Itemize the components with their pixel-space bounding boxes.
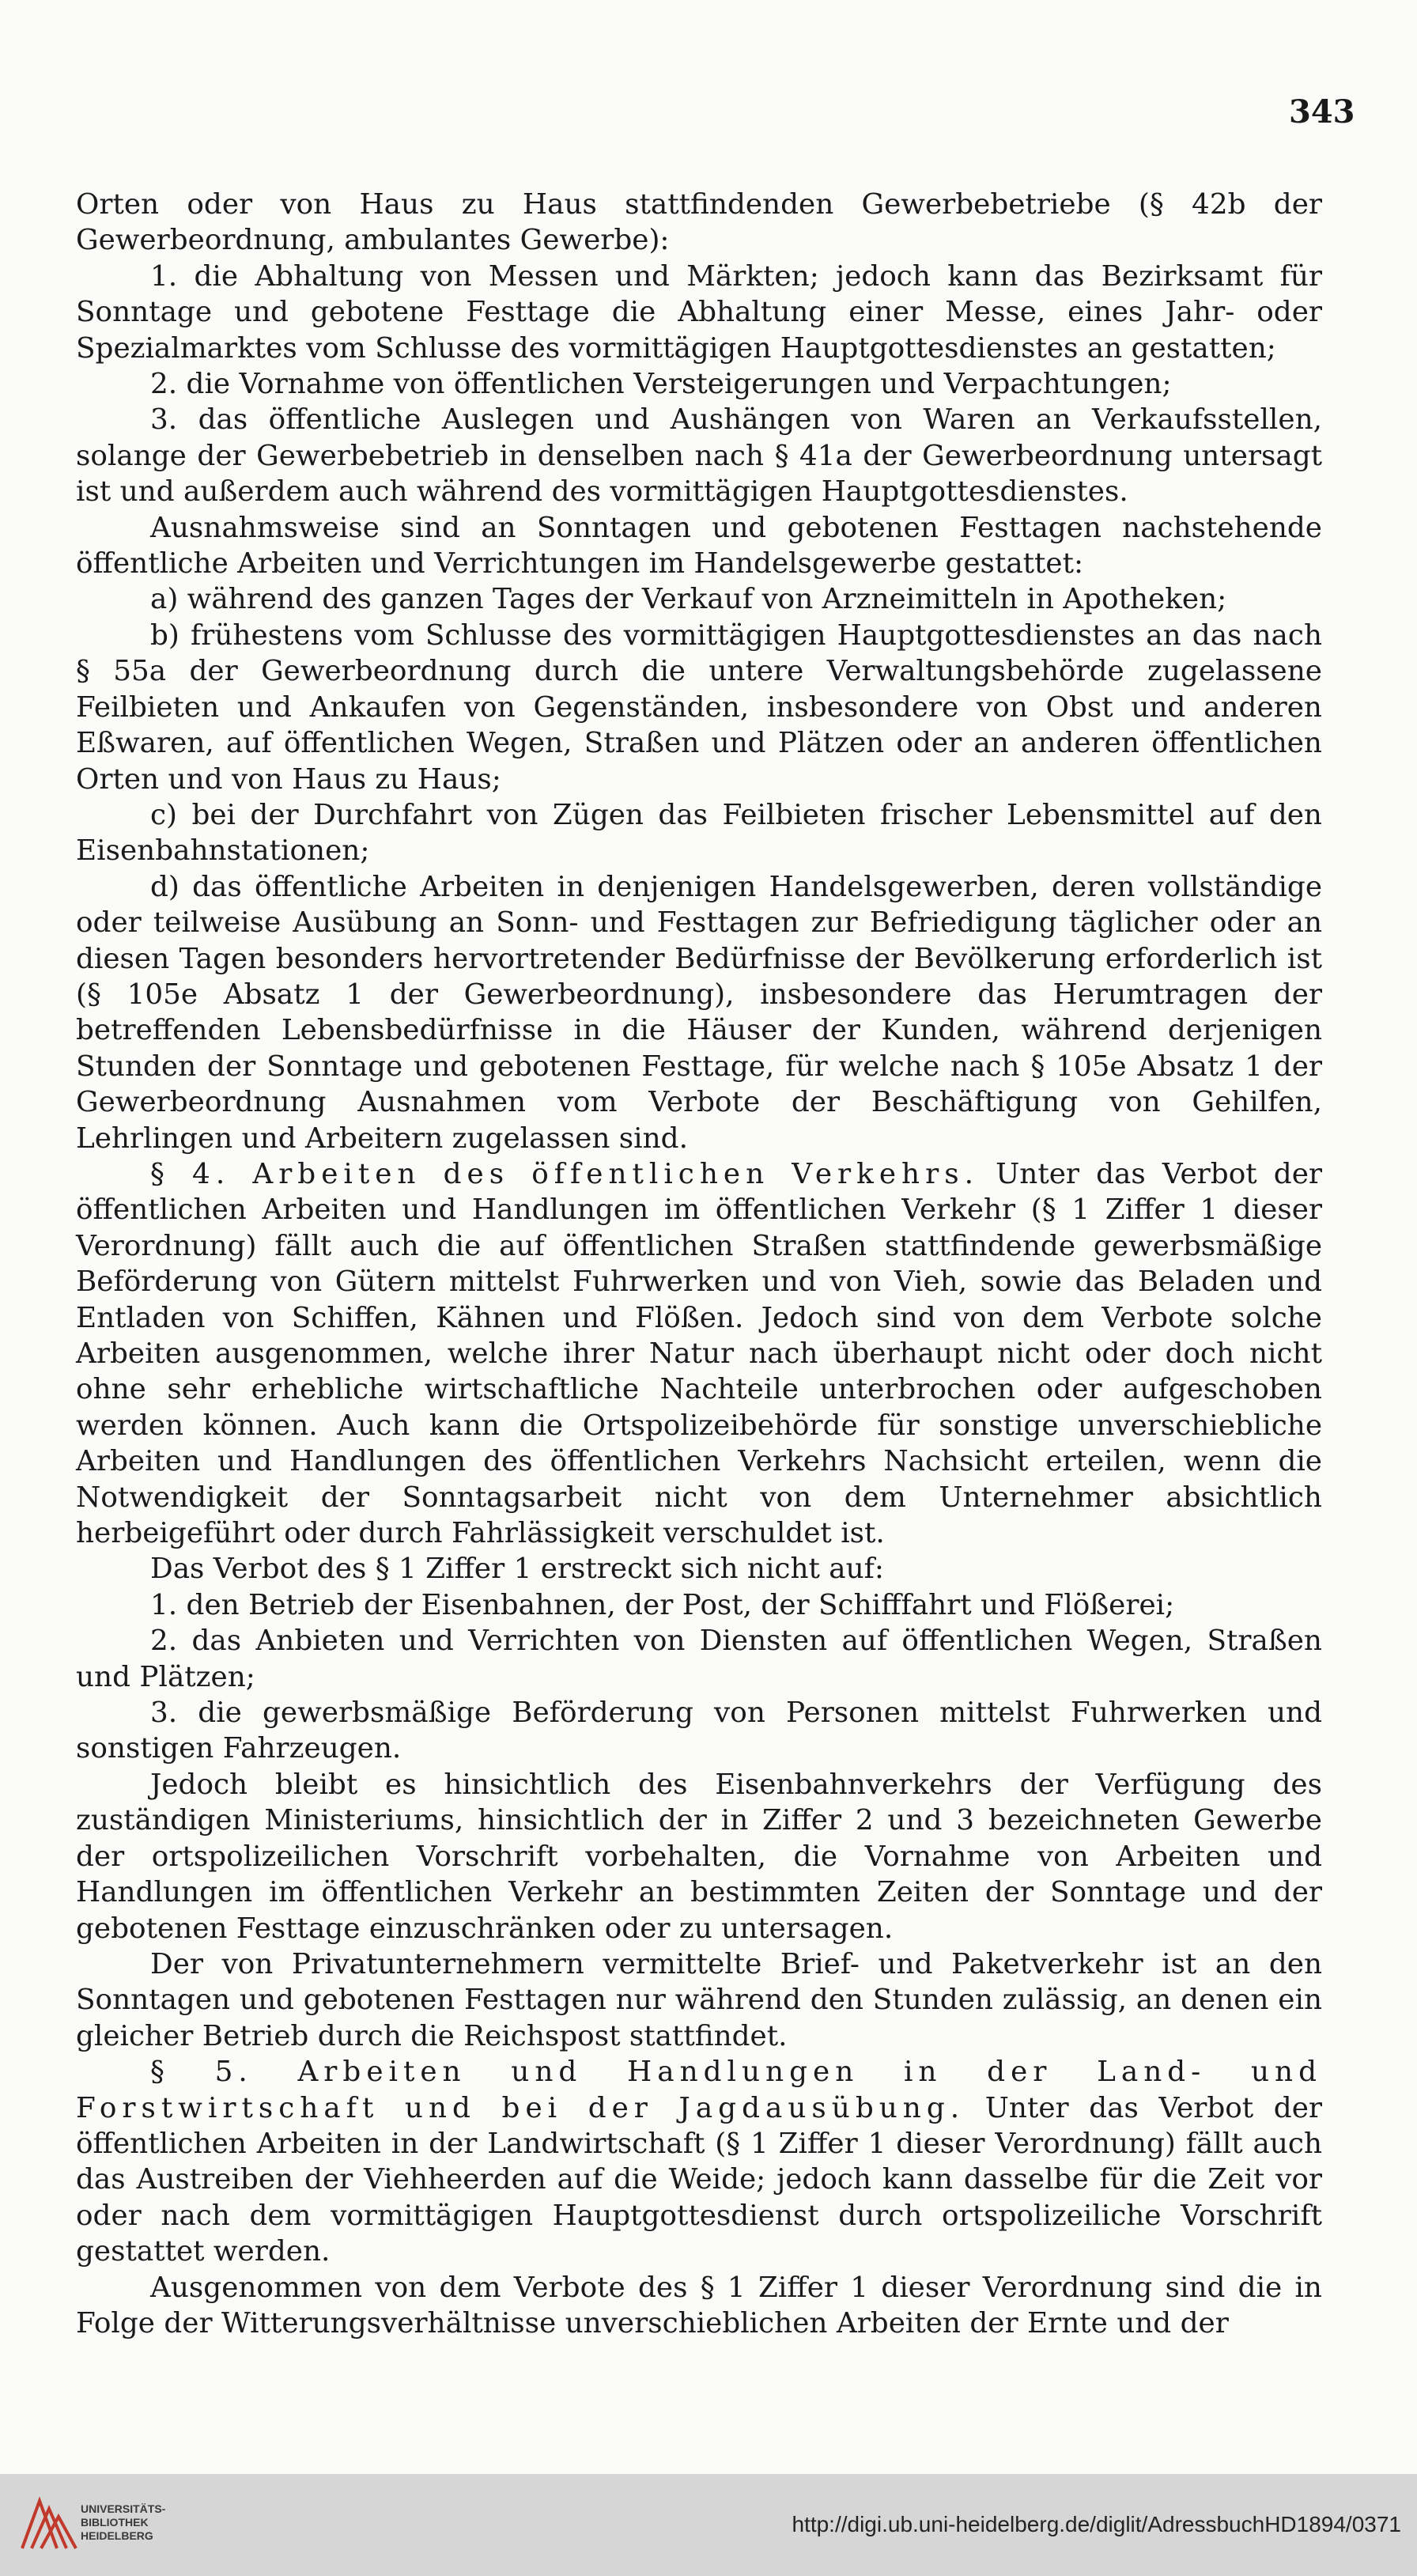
list-item: 1. den Betrieb der Eisenbahnen, der Post, der Schifffahrt und Flößerei; [150, 1588, 1175, 1621]
list-item: 3. die gewerbsmäßige Beförderung von Personen mittelst Fuhrwerken und sonstigen Fahrzeugen. [76, 1697, 1322, 1765]
paragraph: Der von Privatunternehmern vermittelte Brief- und Paketverkehr ist an den Sonntagen und gebotenen Festtagen nur während den Stunden zulässig, an denen ein gleicher Betrieb durch die Reichspost stattfindet. [76, 1947, 1322, 2052]
paragraph: Ausgenommen von dem Verbote des § 1 Ziffer 1 dieser Verordnung sind die in Folge der Witterungsverhältnisse unverschieblichen Arbeiten der Ernte und der [76, 2271, 1322, 2340]
list-item: 1. die Abhaltung von Messen und Märkten; jedoch kann das Bezirksamt für Sonntage und gebotene Festtage die Abhaltung einer Messe, eines Jahr- oder Spezialmarktes vom Schlusse des vormittägigen Hauptgottesdienstes an gestatten; [76, 259, 1322, 365]
section-heading: § 4. Arbeiten des öffentlichen Verkehrs. [150, 1157, 979, 1190]
paragraph: Ausnahmsweise sind an Sonntagen und gebotenen Festtagen nachstehende öffentliche Arbeiten und Verrichtungen im Handelsgewerbe gestattet: [76, 511, 1322, 581]
section-paragraph [76, 1156, 1322, 1551]
footer-bar [0, 2474, 1417, 2576]
document-body [76, 187, 1322, 2341]
library-name [81, 2502, 165, 2543]
section-paragraph [76, 2054, 1322, 2269]
list-item: a) während des ganzen Tages der Verkauf von Arzneimitteln in Apotheken; [150, 583, 1227, 616]
library-name-line: HEIDELBERG [81, 2529, 153, 2542]
paragraph: Das Verbot des § 1 Ziffer 1 erstreckt sich nicht auf: [150, 1553, 884, 1586]
list-item: 2. die Vornahme von öffentlichen Versteigerungen und Verpachtungen; [150, 368, 1172, 401]
list-item: b) frühestens vom Schlusse des vormittägigen Hauptgottesdienstes an das nach § 55a der Gewerbeordnung durch die untere Verwaltungsbehörde zugelassene Feilbieten und Ankaufen von Gegenständen, insbesondere von Obst und anderen Eßwaren, auf öffentlichen Wegen, Straßen und Plätzen oder an anderen öffentlichen Orten und von Haus zu Haus; [76, 618, 1322, 796]
list-item: 3. das öffentliche Auslegen und Aushängen von Waren an Verkaufsstellen, solange der Gewerbebetrieb in denselben nach § 41a der Gewerbeordnung untersagt ist und außerdem auch während des vormittägigen Hauptgottesdienstes. [76, 403, 1322, 509]
page-number: 343 [1289, 93, 1355, 131]
list-item: 2. das Anbieten und Verrichten von Diensten auf öffentlichen Wegen, Straßen und Plätzen; [76, 1625, 1322, 1693]
list-item: c) bei der Durchfahrt von Zügen das Feilbieten frischer Lebensmittel auf den Eisenbahnstationen; [76, 798, 1322, 868]
library-name-line: BIBLIOTHEK [81, 2516, 149, 2529]
section-heading: § 5. Arbeiten und Handlungen in der Land- und Forstwirtschaft und bei der Jagdausübung. [76, 2056, 1322, 2124]
university-logo-icon [16, 2490, 82, 2556]
list-item: d) das öffentliche Arbeiten in denjenigen Handelsgewerben, deren vollständige oder teilweise Ausübung an Sonn- und Festtagen zur Befriedigung täglicher oder an diesen Tagen besonders hervortretender Bedürfnisse der Bevölkerung erforderlich ist (§ 105e Absatz 1 der Gewerbeordnung), insbesondere das Herumtragen der betreffenden Lebensbedürfnisse in die Häuser der Kunden, während derjenigen Stunden der Sonntage und gebotenen Festtage, für welche nach § 105e Absatz 1 der Gewerbeordnung Ausnahmen vom Verbote der Beschäftigung von Gehilfen, Lehrlingen und Arbeitern zugelassen sind. [76, 870, 1322, 1155]
paragraph: Orten oder von Haus zu Haus stattfindenden Gewerbebetriebe (§ 42b der Gewerbeordnung, ambulantes Gewerbe): [76, 188, 1322, 257]
paragraph: Jedoch bleibt es hinsichtlich des Eisenbahnverkehrs der Verfügung des zuständigen Ministeriums, hinsichtlich der in Ziffer 2 und 3 bezeichneten Gewerbe der ortspolizeilichen Vorschrift vorbehalten, die Vornahme von Arbeiten und Handlungen im öffentlichen Verkehr an bestimmten Zeiten der Sonntage und der gebotenen Festtage einzuschränken oder zu untersagen. [76, 1768, 1322, 1945]
section-text: Unter das Verbot der öffentlichen Arbeiten in der Landwirtschaft (§ 1 Ziffer 1 dieser Verordnung) fällt auch das Austreiben der Viehheerden auf die Weide; jedoch kann dasselbe für die Zeit vor oder nach dem vormittägigen Hauptgottesdienst durch ortspolizeiliche Vorschrift gestattet werden. [76, 2091, 1322, 2268]
section-text: Unter das Verbot der öffentlichen Arbeiten und Handlungen im öffentlichen Verkehr (§ 1 Ziffer 1 dieser Verordnung) fällt auch die auf öffentlichen Straßen stattfindende gewerbsmäßige Beförderung von Gütern mittelst Fuhrwerken und von Vieh, sowie das Beladen und Entladen von Schiffen, Kähnen und Flößen. Jedoch sind von dem Verbote solche Arbeiten ausgenommen, welche ihrer Natur nach überhaupt nicht oder doch nicht ohne sehr erhebliche wirtschaftliche Nachteile unterbrochen oder aufgeschoben werden können. Auch kann die Ortspolizeibehörde für sonstige unverschiebliche Arbeiten und Handlungen des öffentlichen Verkehrs Nachsicht erteilen, wenn die Notwendigkeit der Sonntagsarbeit nicht von dem Unternehmer absichtlich herbeigeführt oder durch Fahrlässigkeit verschuldet ist. [76, 1157, 1322, 1550]
source-url-link[interactable]: http://digi.ub.uni-heidelberg.de/diglit/AdressbuchHD1894/0371 [792, 2512, 1401, 2536]
library-name-line: UNIVERSITÄTS- [81, 2502, 166, 2515]
